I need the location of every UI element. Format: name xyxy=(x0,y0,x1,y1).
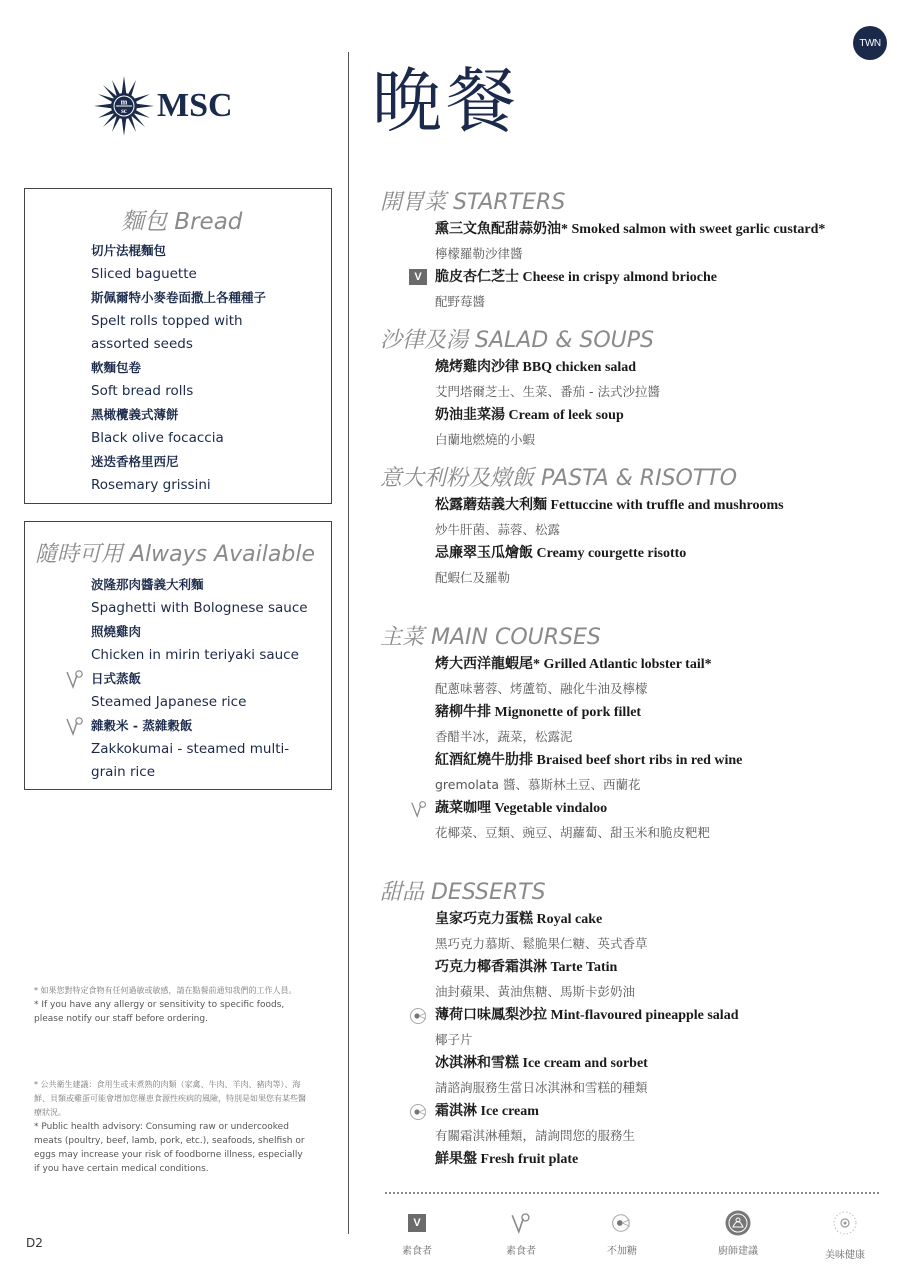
brand-name: MSC xyxy=(157,87,233,124)
vegetarian-v-icon: V xyxy=(409,269,427,285)
dish-item xyxy=(435,404,900,452)
page-title: 晚餐 xyxy=(372,60,520,142)
vegan-leaf-icon xyxy=(409,800,429,818)
dish-item xyxy=(435,1100,900,1148)
item-name-en: Soft bread rolls xyxy=(91,383,194,399)
dish-item xyxy=(414,266,900,314)
msc-logo xyxy=(93,74,233,138)
legend-label: 素食者 xyxy=(402,1246,432,1257)
item-name-zh: 日式蒸飯 xyxy=(91,671,142,686)
legend-item xyxy=(698,1210,778,1257)
item-name-en: Rosemary grissini xyxy=(91,477,211,493)
item-name-zh: 斯佩爾特小麥卷面撒上各種種子 xyxy=(91,290,267,305)
item-name-zh: 照燒雞肉 xyxy=(91,624,142,639)
dish-name: 薄荷口味鳳梨沙拉 Mint-flavoured pineapple salad xyxy=(435,1008,739,1023)
bread-panel xyxy=(24,188,332,504)
item-name-en: Zakkokumai - steamed multi-grain rice xyxy=(91,741,290,780)
dish-name: 冰淇淋和雪糕 Ice cream and sorbet xyxy=(435,1056,648,1071)
dish-name: 忌廉翠玉瓜燴飯 Creamy courgette risotto xyxy=(435,546,687,561)
dish-desc: 配蝦仁及羅勒 xyxy=(435,570,511,585)
compass-rose-icon xyxy=(93,75,155,137)
dish-desc: 白蘭地燃燒的小蝦 xyxy=(435,432,536,447)
dish-desc: 配野莓醬 xyxy=(435,294,486,309)
dotted-divider xyxy=(385,1192,879,1194)
bread-title: 麵包 Bread xyxy=(121,209,243,235)
allergy-note-en: * If you have any allergy or sensitivity to specific foods, please notify our staff before ordering. xyxy=(34,1000,285,1024)
item-name-zh: 迷迭香格里西尼 xyxy=(91,454,179,469)
dish-name: 紅酒紅燒牛肋排 Braised beef short ribs in red wine xyxy=(435,753,743,768)
section-title: 開胃菜 STARTERS xyxy=(380,190,566,215)
dish-name: 奶油韭菜湯 Cream of leek soup xyxy=(435,408,624,423)
allergy-note-zh: * 如果您對特定食物有任何過敏或敏感，請在點餐前通知我們的工作人員。 xyxy=(34,986,297,995)
dish-item xyxy=(435,356,900,404)
svg-text:m: m xyxy=(120,97,128,107)
wellness-icon xyxy=(832,1210,858,1236)
item-name-en: Chicken in mirin teriyaki sauce xyxy=(91,647,299,663)
dish-item xyxy=(435,908,900,956)
dish-desc: 配蔥味薯蓉、烤蘆筍、融化牛油及檸檬 xyxy=(435,681,648,696)
section-desserts xyxy=(380,878,900,1172)
list-item xyxy=(91,620,325,667)
section-title: 主菜 MAIN COURSES xyxy=(380,625,601,650)
list-item xyxy=(91,450,325,497)
section-main-courses xyxy=(380,623,900,845)
dish-item xyxy=(435,1052,900,1100)
legend-item xyxy=(481,1210,561,1257)
vegetarian-v-icon: V xyxy=(408,1214,426,1232)
svg-text:sc: sc xyxy=(121,107,127,115)
dish-item xyxy=(435,542,900,590)
item-name-en: Black olive focaccia xyxy=(91,430,224,446)
dish-name: 蔬菜咖哩 Vegetable vindaloo xyxy=(435,801,608,816)
icon-legend xyxy=(385,1210,879,1270)
always-available-panel xyxy=(24,521,332,790)
always-available-list xyxy=(91,573,325,784)
dish-name: 松露蘑菇義大利麵 Fettuccine with truffle and mushrooms xyxy=(435,498,784,513)
item-name-zh: 雜穀米 - 蒸雜穀飯 xyxy=(91,718,193,733)
dish-item xyxy=(435,494,900,542)
dish-name: 脆皮杏仁芝士 Cheese in crispy almond brioche xyxy=(435,270,717,285)
section-starters xyxy=(380,188,900,314)
legend-label: 素食者 xyxy=(506,1246,536,1257)
section-title: 甜品 DESSERTS xyxy=(380,880,546,905)
dish-desc: 炒牛肝菌、蒜蓉、松露 xyxy=(435,522,561,537)
dish-item xyxy=(435,749,900,797)
list-item xyxy=(91,286,325,356)
legend-item xyxy=(582,1210,662,1257)
dish-desc: 有關霜淇淋種類，請詢問您的服務生 xyxy=(435,1128,636,1143)
item-name-zh: 波隆那肉醬義大利麵 xyxy=(91,577,204,592)
section-salad-soups xyxy=(380,326,900,452)
legend-label: 美味健康 xyxy=(825,1250,865,1261)
bread-list xyxy=(91,239,325,497)
item-name-zh: 軟麵包卷 xyxy=(91,360,142,375)
dish-item xyxy=(435,653,900,701)
list-item xyxy=(91,239,325,286)
dish-item xyxy=(435,701,900,749)
item-name-en: Sliced baguette xyxy=(91,266,197,282)
health-note-en: * Public health advisory: Consuming raw or undercooked meats (poultry, beef, lamb, pork, etc.), seafoods, shelfish or eggs may increase your risk of foodborne illness, especially if you have certain medical conditions. xyxy=(34,1122,305,1174)
dish-desc: 艾門塔爾芝士、生菜、番茄 - 法式沙拉醬 xyxy=(435,384,660,399)
dish-desc: 椰子片 xyxy=(435,1032,473,1047)
no-sugar-icon xyxy=(409,1103,429,1121)
dish-name: 鮮果盤 Fresh fruit plate xyxy=(435,1152,579,1167)
legend-label: 廚師建議 xyxy=(718,1246,758,1257)
legend-label: 不加糖 xyxy=(607,1246,637,1257)
dish-desc: 油封蘋果、黃油焦糖、馬斯卡彭奶油 xyxy=(435,984,636,999)
dish-desc: 請諮詢服務生當日冰淇淋和雪糕的種類 xyxy=(435,1080,648,1095)
dish-name: 熏三文魚配甜蒜奶油* Smoked salmon with sweet garlic custard* xyxy=(435,222,826,237)
dish-desc: gremolata 醬、慕斯林土豆、西蘭花 xyxy=(435,777,641,792)
health-advisory-note xyxy=(34,1078,310,1176)
vegan-leaf-icon xyxy=(65,669,85,689)
dish-desc: 檸檬羅勒沙律醬 xyxy=(435,246,523,261)
dish-name: 豬柳牛排 Mignonette of pork fillet xyxy=(435,705,642,720)
section-title: 沙律及湯 SALAD & SOUPS xyxy=(380,328,655,353)
section-title: 意大利粉及燉飯 PASTA & RISOTTO xyxy=(380,466,738,491)
dish-name: 烤大西洋龍蝦尾* Grilled Atlantic lobster tail* xyxy=(435,657,712,672)
item-name-zh: 切片法棍麵包 xyxy=(91,243,167,258)
dish-desc: 香醋半冰，蔬菜，松露泥 xyxy=(435,729,573,744)
item-name-en: Spelt rolls topped with assorted seeds xyxy=(91,313,243,352)
list-item xyxy=(91,403,325,450)
section-pasta-risotto xyxy=(380,464,900,590)
health-note-zh: * 公共衛生建議：食用生或未煮熟的肉類（家禽、牛肉、羊肉、豬肉等）、海鮮、貝類或雞蛋可能會增加您罹患食源性疾病的風險，特別是如果您有某些醫療狀況。 xyxy=(34,1080,306,1117)
vertical-divider xyxy=(348,52,349,1234)
page-number: D2 xyxy=(26,1236,43,1250)
dish-item xyxy=(435,1148,900,1172)
no-sugar-icon xyxy=(611,1212,633,1234)
chef-recommendation-icon xyxy=(725,1210,751,1236)
dish-name: 皇家巧克力蛋糕 Royal cake xyxy=(435,912,603,927)
vegan-leaf-icon xyxy=(510,1211,532,1235)
dish-name: 霜淇淋 Ice cream xyxy=(435,1104,539,1119)
list-item xyxy=(91,714,325,784)
allergy-note xyxy=(34,984,310,1026)
country-badge: TWN xyxy=(853,26,887,60)
no-sugar-icon xyxy=(409,1007,429,1025)
list-item xyxy=(91,356,325,403)
dish-item xyxy=(435,218,900,266)
dish-name: 燒烤雞肉沙律 BBQ chicken salad xyxy=(435,360,637,375)
dish-item xyxy=(435,956,900,1004)
dish-item xyxy=(435,797,900,845)
dish-name: 巧克力椰香霜淇淋 Tarte Tatin xyxy=(435,960,618,975)
dish-desc: 花椰菜、豆類、豌豆、胡蘿蔔、甜玉米和脆皮粑粑 xyxy=(435,825,711,840)
list-item xyxy=(91,573,325,620)
dish-desc: 黑巧克力慕斯、鬆脆果仁糖、英式香草 xyxy=(435,936,648,951)
always-available-title: 隨時可用 Always Available xyxy=(35,542,315,567)
list-item xyxy=(91,667,325,714)
vegan-leaf-icon xyxy=(65,716,85,736)
item-name-zh: 黑橄欖義式薄餅 xyxy=(91,407,179,422)
legend-item xyxy=(377,1210,457,1257)
item-name-en: Spaghetti with Bolognese sauce xyxy=(91,600,308,616)
legend-item xyxy=(805,1210,885,1261)
dish-item xyxy=(435,1004,900,1052)
item-name-en: Steamed Japanese rice xyxy=(91,694,247,710)
